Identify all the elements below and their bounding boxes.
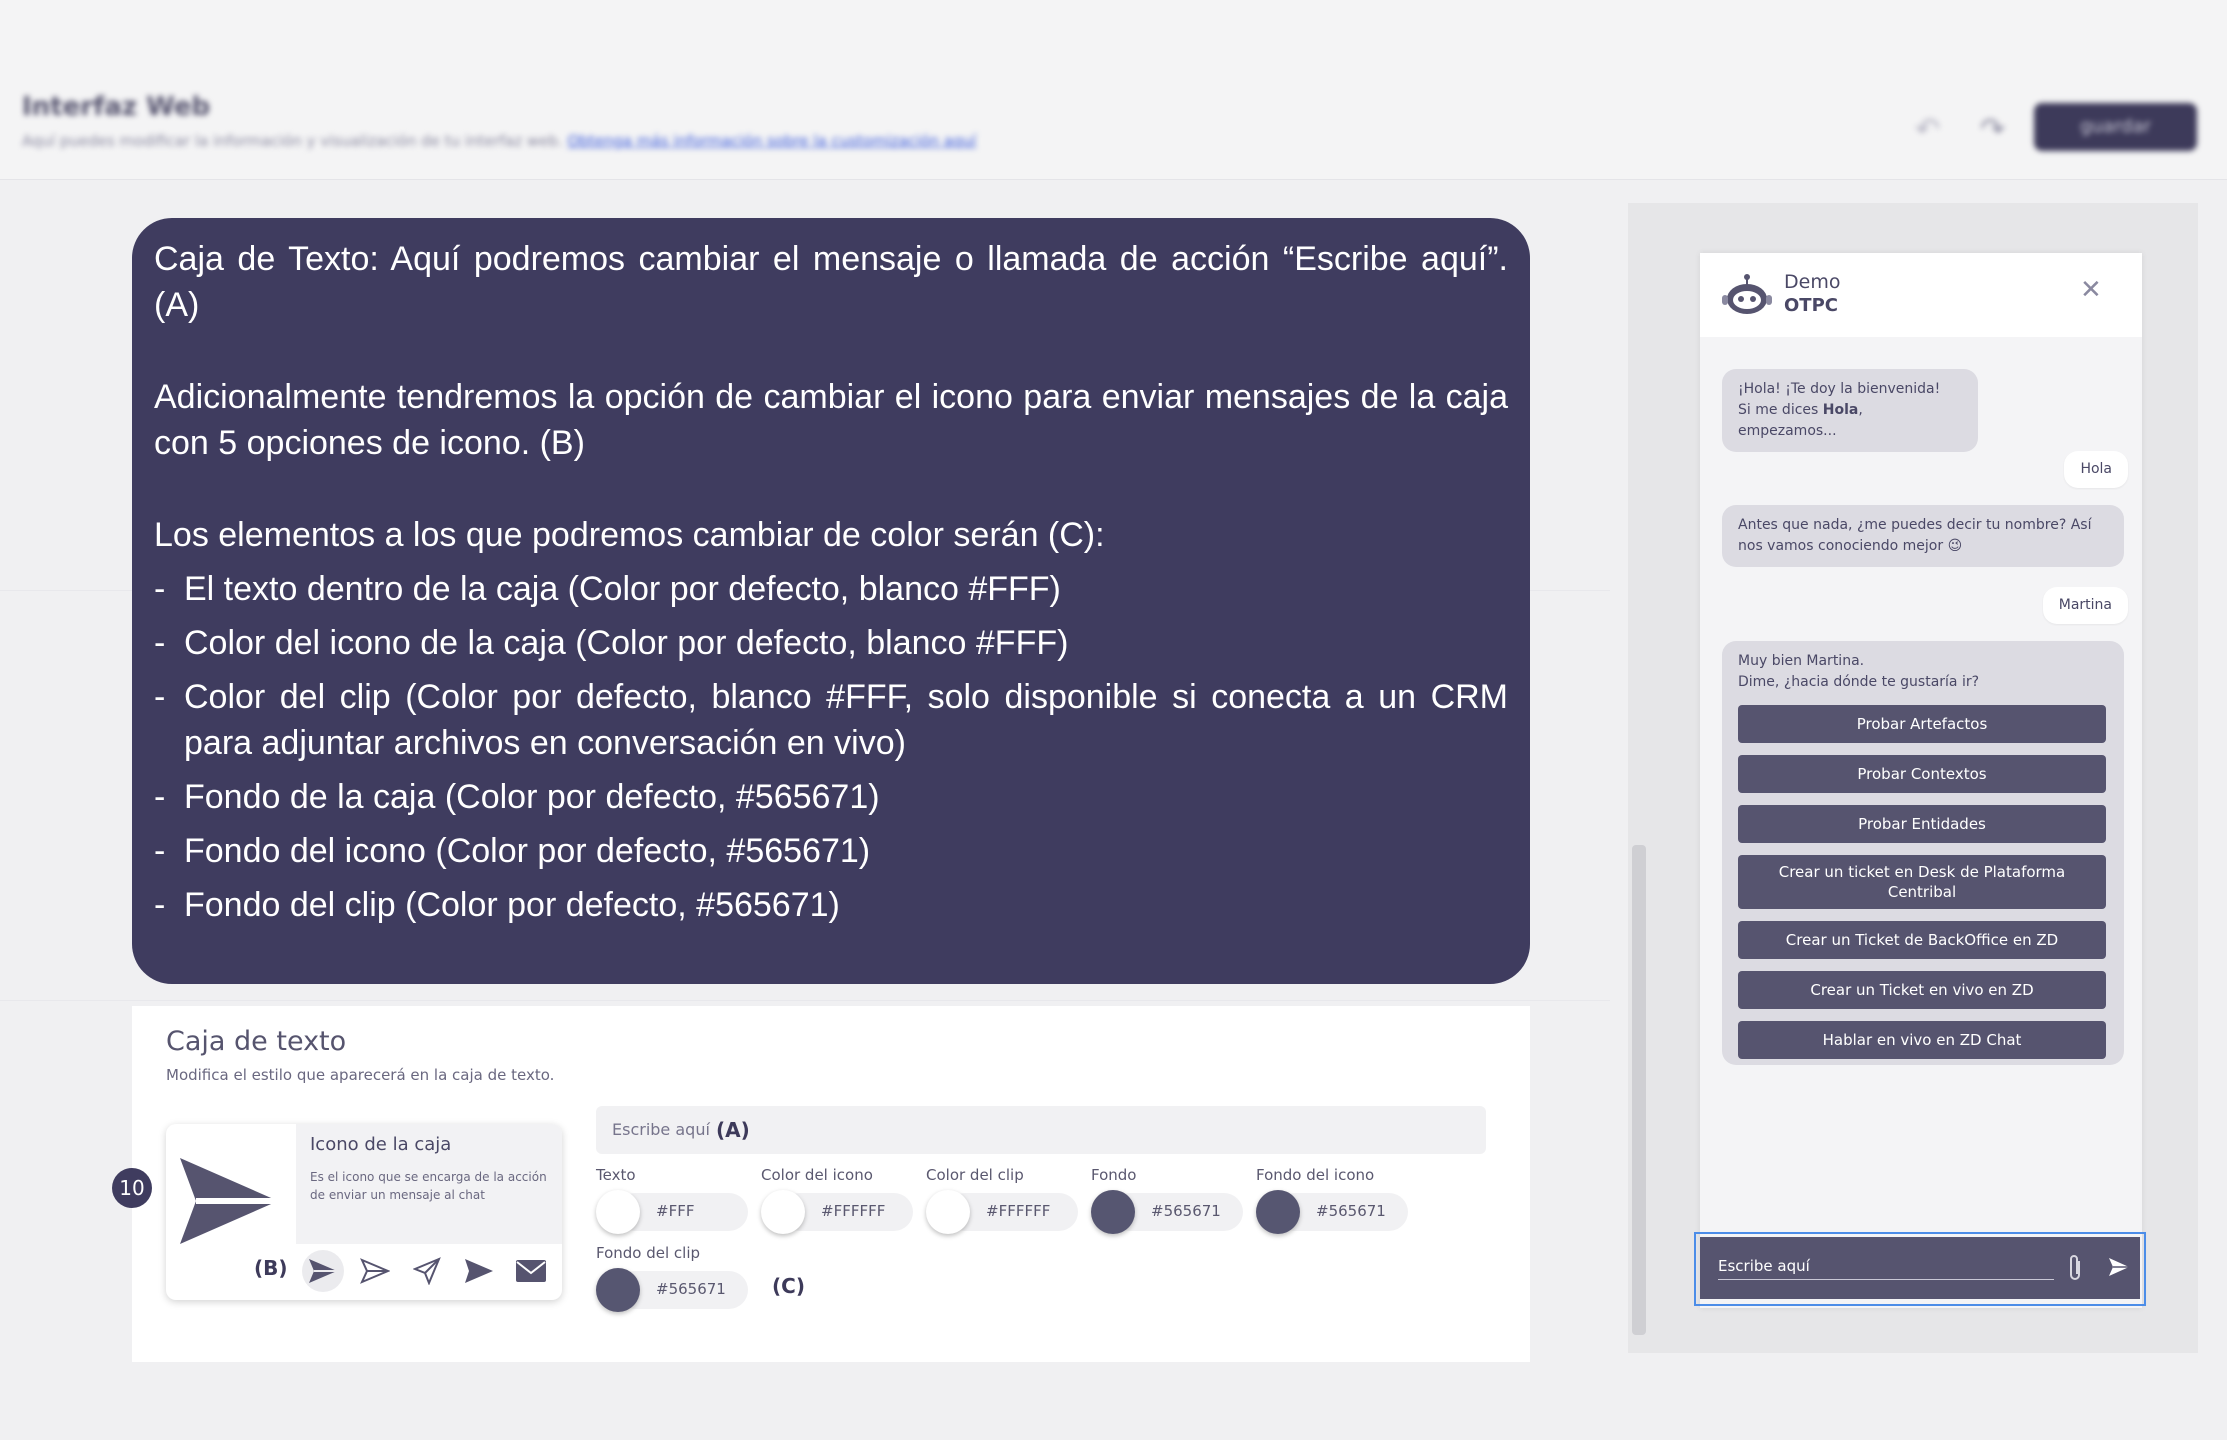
bot-message: Antes que nada, ¿me puedes decir tu nombre? Así nos vamos conociendo mejor 😉 xyxy=(1722,505,2124,567)
section-title: Caja de texto xyxy=(166,1026,347,1057)
color-value-text: #FFFFFF xyxy=(986,1202,1051,1220)
icon-panel-description: Es el icono que se encarga de la acción de enviar un mensaje al chat xyxy=(310,1170,547,1202)
color-field-icon-background xyxy=(1256,1166,1408,1234)
help-tooltip xyxy=(132,218,1530,984)
quick-reply-button[interactable]: Crear un ticket en Desk de Plataforma Centribal xyxy=(1738,855,2106,909)
tooltip-list-item: - Fondo de la caja (Color por defecto, #565671) xyxy=(154,778,880,816)
page-subtitle-text: Aquí puedes modificar la información y visualización de tu interfaz web. xyxy=(22,132,563,150)
tooltip-paragraph-c: Los elementos a los que podremos cambiar de color serán (C): xyxy=(154,516,1105,554)
section-description: Modifica el estilo que aparecerá en la caja de texto. xyxy=(166,1066,555,1084)
bot-message-bold: Hola xyxy=(1822,402,1859,418)
bot-message-line: ¡Hola! ¡Te doy la bienvenida! xyxy=(1738,381,1941,397)
chat-widget xyxy=(1700,253,2142,1308)
color-swatch[interactable] xyxy=(596,1268,640,1312)
color-swatch[interactable] xyxy=(1091,1190,1135,1234)
color-value-text: #FFF xyxy=(656,1202,695,1220)
color-field-clip-color xyxy=(926,1166,1078,1234)
chat-input-placeholder: Escribe aquí xyxy=(1718,1257,1810,1275)
quick-reply-button[interactable]: Probar Contextos xyxy=(1738,755,2106,793)
color-swatch[interactable] xyxy=(761,1190,805,1234)
tooltip-paragraph-a: Caja de Texto: Aquí podremos cambiar el mensaje o llamada de acción “Escribe aquí”. (A) xyxy=(154,240,1508,324)
bot-org: OTPC xyxy=(1784,295,1838,316)
color-field-label: Color del clip xyxy=(926,1166,1024,1184)
bot-message-text: Si me dices xyxy=(1738,402,1823,418)
divider xyxy=(0,1000,1610,1001)
color-field-label: Fondo xyxy=(1091,1166,1137,1184)
step-badge: 10 xyxy=(112,1168,152,1208)
paper-plane-icon[interactable] xyxy=(406,1250,448,1292)
app-header xyxy=(0,0,2227,180)
tooltip-list xyxy=(154,566,1508,928)
placeholder-text-input[interactable] xyxy=(596,1106,1486,1154)
tooltip-list-text: Fondo de la caja (Color por defecto, #565671) xyxy=(184,778,880,816)
tooltip-list-text: Fondo del icono (Color por defecto, #565671) xyxy=(184,832,871,870)
send-filled-icon[interactable] xyxy=(302,1250,344,1292)
chat-message-input[interactable] xyxy=(1700,1237,2140,1299)
quick-reply-button[interactable]: Probar Artefactos xyxy=(1738,705,2106,743)
paperclip-icon[interactable] xyxy=(2066,1253,2084,1287)
tooltip-paragraph-b: Adicionalmente tendremos la opción de cambiar el icono para enviar mensajes de la caja con 5 opciones de icono. (B) xyxy=(154,378,1508,462)
tooltip-list-text: Color del icono de la caja (Color por defecto, blanco #FFF) xyxy=(184,624,1069,662)
color-field-background xyxy=(1091,1166,1243,1234)
quick-reply-button[interactable]: Hablar en vivo en ZD Chat xyxy=(1738,1021,2106,1059)
send-preview-icon xyxy=(178,1156,280,1250)
textbox-settings-card xyxy=(119,1006,1530,1362)
close-icon[interactable]: ✕ xyxy=(2080,275,2102,305)
color-swatch[interactable] xyxy=(596,1190,640,1234)
bot-message-line: Muy bien Martina. xyxy=(1738,653,1865,669)
tooltip-list-item: - Fondo del icono (Color por defecto, #565671) xyxy=(154,832,871,870)
send-solid-icon[interactable] xyxy=(458,1250,500,1292)
color-field-text xyxy=(596,1166,748,1234)
bot-avatar-icon xyxy=(1720,273,1774,321)
save-button[interactable]: guardar xyxy=(2034,103,2197,151)
color-value-text: #565671 xyxy=(656,1280,726,1298)
label-b: (B) xyxy=(254,1256,288,1280)
customization-link[interactable]: Obtenga más información sobre la customización aquí xyxy=(567,132,977,150)
color-field-clip-background xyxy=(596,1244,748,1312)
tooltip-list-item: - El texto dentro de la caja (Color por defecto, blanco #FFF) xyxy=(154,570,1061,608)
bot-message-line: Dime, ¿hacia dónde te gustaría ir? xyxy=(1738,674,1980,690)
quick-reply-button[interactable]: Probar Entidades xyxy=(1738,805,2106,843)
tooltip-list-text: Color del clip (Color por defecto, blanco #FFF, solo disponible si conecta a un CRM para adjuntar archivos en conversación en vivo) xyxy=(184,678,1508,762)
color-field-label: Fondo del icono xyxy=(1256,1166,1375,1184)
placeholder-text-value: Escribe aquí xyxy=(612,1120,710,1139)
send-outline-icon[interactable] xyxy=(354,1250,396,1292)
input-underline xyxy=(1718,1279,2054,1280)
color-value-text: #FFFFFF xyxy=(821,1202,886,1220)
tooltip-list-item: - Color del icono de la caja (Color por defecto, blanco #FFF) xyxy=(154,624,1069,662)
color-value-text: #565671 xyxy=(1316,1202,1386,1220)
scrollbar[interactable] xyxy=(1632,845,1646,1335)
send-icon[interactable] xyxy=(2108,1257,2130,1281)
envelope-icon[interactable] xyxy=(510,1250,552,1292)
bot-message-options xyxy=(1722,641,2124,1065)
page-subtitle xyxy=(22,132,976,150)
quick-reply-button[interactable]: Crear un Ticket de BackOffice en ZD xyxy=(1738,921,2106,959)
chat-header xyxy=(1700,253,2142,337)
bot-message xyxy=(1722,369,1978,452)
color-field-label: Texto xyxy=(596,1166,636,1184)
color-value-text: #565671 xyxy=(1151,1202,1221,1220)
redo-icon[interactable]: ↷ xyxy=(1980,112,2006,147)
color-field-label: Fondo del clip xyxy=(596,1244,701,1262)
icon-info-panel xyxy=(296,1124,562,1244)
tooltip-list-text: Fondo del clip (Color por defecto, #565671) xyxy=(184,886,840,924)
color-swatch[interactable] xyxy=(1256,1190,1300,1234)
quick-reply-button[interactable]: Crear un Ticket en vivo en ZD xyxy=(1738,971,2106,1009)
user-message: Martina xyxy=(2043,587,2128,624)
color-swatch[interactable] xyxy=(926,1190,970,1234)
bot-message-line xyxy=(1738,400,1962,442)
tooltip-list-text: El texto dentro de la caja (Color por defecto, blanco #FFF) xyxy=(184,570,1061,608)
bot-message-text: , empezamos... xyxy=(1738,402,1863,439)
user-message: Hola xyxy=(2064,451,2128,488)
tooltip-list-item: - Fondo del clip (Color por defecto, #565671) xyxy=(154,886,840,924)
undo-icon[interactable]: ↶ xyxy=(1915,112,1941,147)
icon-selector xyxy=(166,1124,562,1300)
icon-panel-title: Icono de la caja xyxy=(310,1134,452,1155)
label-a: (A) xyxy=(716,1118,750,1142)
page-title: Interfaz Web xyxy=(22,92,211,122)
label-c: (C) xyxy=(772,1274,805,1298)
tooltip-list-item: - Color del clip (Color por defecto, blanco #FFF, solo disponible si conecta a un CRM para adjuntar archivos en conversación en vivo) xyxy=(154,678,1508,762)
bot-name: Demo xyxy=(1784,271,1841,293)
color-field-icon-color xyxy=(761,1166,913,1234)
color-field-label: Color del icono xyxy=(761,1166,873,1184)
